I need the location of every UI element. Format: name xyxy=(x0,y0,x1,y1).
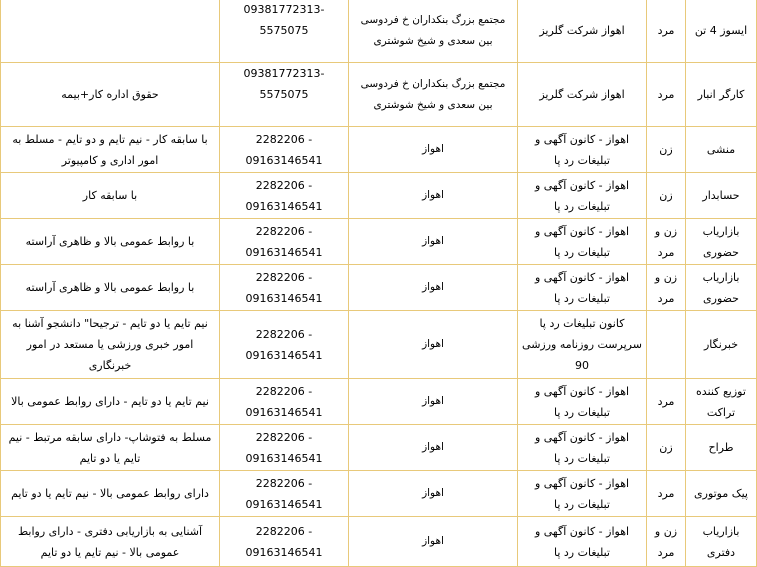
description: نیم تایم یا دو تایم - ترجیحا" دانشجو آشنا به امور خبری ورزشی یا مستعد در امور خبرنگاری xyxy=(1,311,220,379)
phone-line-2: 09163146541 xyxy=(245,199,323,213)
phone-line-1: 2282206 - xyxy=(255,430,313,444)
address: اهواز xyxy=(349,265,518,311)
table-row xyxy=(1,173,757,219)
phone-line-1: 2282206 - xyxy=(255,476,313,490)
gender: مرد xyxy=(647,379,686,425)
gender xyxy=(647,311,686,379)
description: با سابقه کار - نیم تایم و دو تایم - مسلط به امور اداری و کامپیوتر xyxy=(1,127,220,173)
phone xyxy=(220,425,349,471)
phone xyxy=(220,127,349,173)
address: اهواز xyxy=(349,173,518,219)
address: اهواز xyxy=(349,219,518,265)
address: اهواز xyxy=(349,425,518,471)
gender: زن xyxy=(647,173,686,219)
phone xyxy=(220,471,349,517)
address: اهواز xyxy=(349,471,518,517)
company: کانون تبلیغات رد پا سرپرست روزنامه ورزشی 90 xyxy=(518,311,647,379)
phone-line-1: 2282206 - xyxy=(255,270,313,284)
phone xyxy=(220,265,349,311)
job-title: بازاریاب حضوری xyxy=(686,265,757,311)
description: با روابط عمومی بالا و ظاهری آراسته xyxy=(1,219,220,265)
job-title: ایسوز 4 تن xyxy=(686,0,757,63)
company: اهواز - کانون آگهی و تبلیغات رد پا xyxy=(518,517,647,567)
company: اهواز - کانون آگهی و تبلیغات رد پا xyxy=(518,265,647,311)
phone-line-1: 09381772313-5575075 xyxy=(243,67,325,101)
phone xyxy=(220,379,349,425)
phone xyxy=(220,311,349,379)
phone xyxy=(220,517,349,567)
phone-line-2: 09163146541 xyxy=(245,545,323,559)
address: اهواز xyxy=(349,517,518,567)
phone-line-1: 2282206 - xyxy=(255,224,313,238)
phone xyxy=(220,173,349,219)
phone xyxy=(220,63,349,127)
gender: مرد xyxy=(647,471,686,517)
phone xyxy=(220,219,349,265)
phone-line-2: 09163146541 xyxy=(245,497,323,511)
phone-line-1: 09381772313-5575075 xyxy=(243,3,325,37)
table-row xyxy=(1,471,757,517)
table-row xyxy=(1,311,757,379)
table-row xyxy=(1,425,757,471)
address: مجتمع بزرگ بنکداران خ فردوسی بین سعدی و شیخ شوشتری xyxy=(349,63,518,127)
gender: مرد xyxy=(647,0,686,63)
job-title: منشی xyxy=(686,127,757,173)
table-row xyxy=(1,379,757,425)
phone-line-2: 09163146541 xyxy=(245,153,323,167)
description: با سابقه کار xyxy=(1,173,220,219)
phone-line-1: 2282206 - xyxy=(255,178,313,192)
gender: مرد xyxy=(647,63,686,127)
table-row xyxy=(1,0,757,63)
phone-line-1: 2282206 - xyxy=(255,132,313,146)
table-row xyxy=(1,517,757,567)
job-title: پیک موتوری xyxy=(686,471,757,517)
address: اهواز xyxy=(349,127,518,173)
job-title: بازاریاب حضوری xyxy=(686,219,757,265)
job-title: خبرنگار xyxy=(686,311,757,379)
table-row xyxy=(1,127,757,173)
gender: زن xyxy=(647,127,686,173)
table-row xyxy=(1,265,757,311)
job-title: طراح xyxy=(686,425,757,471)
gender: زن و مرد xyxy=(647,517,686,567)
address: مجتمع بزرگ بنکداران خ فردوسی بین سعدی و شیخ شوشتری xyxy=(349,0,518,63)
description xyxy=(1,0,220,63)
company: اهواز - کانون آگهی و تبلیغات رد پا xyxy=(518,173,647,219)
description: با روابط عمومی بالا و ظاهری آراسته xyxy=(1,265,220,311)
phone-line-2: 09163146541 xyxy=(245,291,323,305)
description: آشنایی به بازاریابی دفتری - دارای روابط عمومی بالا - نیم تایم یا دو تایم xyxy=(1,517,220,567)
phone-line-1: 2282206 - xyxy=(255,327,313,341)
gender: زن و مرد xyxy=(647,265,686,311)
address: اهواز xyxy=(349,311,518,379)
gender: زن و مرد xyxy=(647,219,686,265)
address: اهواز xyxy=(349,379,518,425)
table-row xyxy=(1,63,757,127)
company: اهواز - کانون آگهی و تبلیغات رد پا xyxy=(518,127,647,173)
job-title: حسابدار xyxy=(686,173,757,219)
description: مسلط به فتوشاپ- دارای سابقه مرتبط - نیم تایم یا دو تایم xyxy=(1,425,220,471)
table-row xyxy=(1,219,757,265)
job-title: کارگر انبار xyxy=(686,63,757,127)
company: اهواز - کانون آگهی و تبلیغات رد پا xyxy=(518,379,647,425)
company: اهواز - کانون آگهی و تبلیغات رد پا xyxy=(518,219,647,265)
phone xyxy=(220,0,349,63)
phone-line-2: 09163146541 xyxy=(245,245,323,259)
company: اهواز شرکت گلریز xyxy=(518,0,647,63)
phone-line-1: 2282206 - xyxy=(255,384,313,398)
company: اهواز - کانون آگهی و تبلیغات رد پا xyxy=(518,425,647,471)
phone-line-2: 09163146541 xyxy=(245,405,323,419)
description: نیم تایم یا دو تایم - دارای روابط عمومی بالا xyxy=(1,379,220,425)
job-title: توزیع کننده تراکت xyxy=(686,379,757,425)
company: اهواز - کانون آگهی و تبلیغات رد پا xyxy=(518,471,647,517)
job-title: بازاریاب دفتری xyxy=(686,517,757,567)
description: حقوق اداره کار+بیمه xyxy=(1,63,220,127)
phone-line-2: 09163146541 xyxy=(245,451,323,465)
company: اهواز شرکت گلریز xyxy=(518,63,647,127)
description: دارای روابط عمومی بالا - نیم تایم یا دو تایم xyxy=(1,471,220,517)
phone-line-2: 09163146541 xyxy=(245,348,323,362)
phone-line-1: 2282206 - xyxy=(255,524,313,538)
gender: زن xyxy=(647,425,686,471)
